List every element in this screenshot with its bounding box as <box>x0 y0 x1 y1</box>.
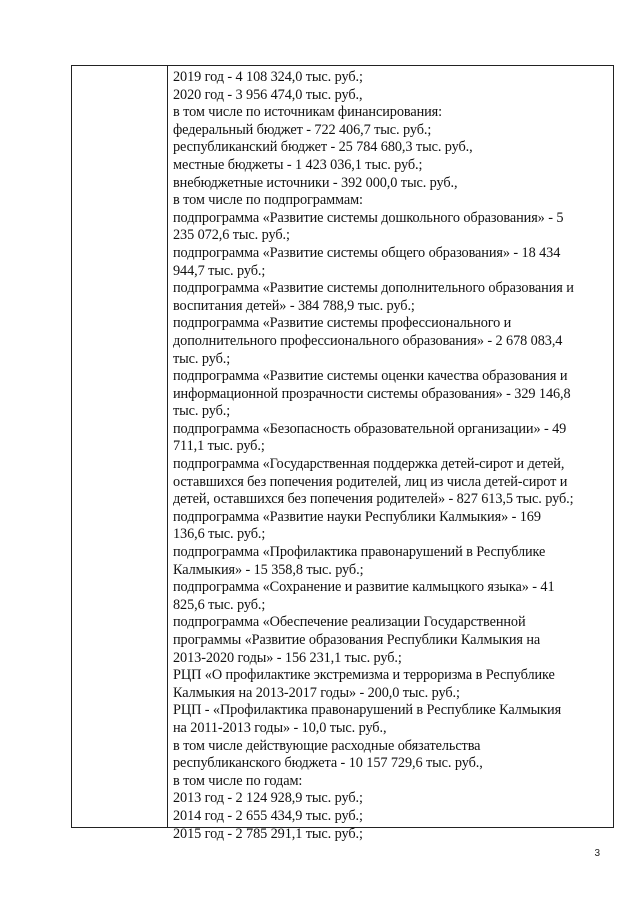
text-line: федеральный бюджет - 722 406,7 тыс. руб.; <box>173 121 432 138</box>
text-line: 944,7 тыс. руб.; <box>173 262 266 279</box>
text-line: оставшихся без попечения родителей, лиц из числа детей-сирот и <box>173 473 568 490</box>
text-line: на 2011-2013 годы» - 10,0 тыс. руб., <box>173 719 387 736</box>
text-line: тыс. руб.; <box>173 350 231 367</box>
text-line: подпрограмма «Сохранение и развитие калмыцкого языка» - 41 <box>173 579 555 596</box>
text-line: подпрограмма «Профилактика правонарушений в Республике <box>173 544 546 561</box>
text-line: детей, оставшихся без попечения родителей» - 827 613,5 тыс. руб.; <box>173 491 574 508</box>
text-line: 2013 год - 2 124 928,9 тыс. руб.; <box>173 790 363 807</box>
text-line: республиканский бюджет - 25 784 680,3 тыс. руб., <box>173 139 473 156</box>
text-line: 825,6 тыс. руб.; <box>173 596 266 613</box>
text-line: 711,1 тыс. руб.; <box>173 438 265 455</box>
text-line: информационной прозрачности системы образования» - 329 146,8 <box>173 385 571 402</box>
text-line: 2015 год - 2 785 291,1 тыс. руб.; <box>173 825 363 842</box>
text-line: в том числе по источникам финансирования: <box>173 104 443 121</box>
page-number: 3 <box>594 848 600 859</box>
text-line: 136,6 тыс. руб.; <box>173 526 266 543</box>
text-line: подпрограмма «Развитие системы оценки качества образования и <box>173 368 568 385</box>
text-line: подпрограмма «Безопасность образовательной организации» - 49 <box>173 420 567 437</box>
text-line: подпрограмма «Развитие системы дополнительного образования и <box>173 280 574 297</box>
text-line: подпрограмма «Развитие системы общего образования» - 18 434 <box>173 244 561 261</box>
text-line: программы «Развитие образования Республики Калмыкия на <box>173 632 541 648</box>
text-line: 2020 год - 3 956 474,0 тыс. руб., <box>173 86 363 103</box>
text-line: внебюджетные источники - 392 000,0 тыс. руб., <box>173 174 458 191</box>
financing-text-cell <box>173 69 607 843</box>
text-line: 2019 год - 4 108 324,0 тыс. руб.; <box>173 69 363 85</box>
text-line: в том числе действующие расходные обязательства <box>173 737 481 754</box>
text-line: 235 072,6 тыс. руб.; <box>173 227 290 244</box>
text-line: РЦП «О профилактике экстремизма и терроризма в Республике <box>173 667 555 684</box>
text-line: подпрограмма «Обеспечение реализации Государственной <box>173 614 526 631</box>
text-line: республиканского бюджета - 10 157 729,6 тыс. руб., <box>173 755 483 772</box>
text-line: Калмыкия» - 15 358,8 тыс. руб.; <box>173 561 364 578</box>
column-divider <box>167 66 168 827</box>
text-line: тыс. руб.; <box>173 403 231 420</box>
text-line: подпрограмма «Развитие системы профессионального и <box>173 315 512 332</box>
text-line: подпрограмма «Государственная поддержка детей-сирот и детей, <box>173 456 565 473</box>
text-line: местные бюджеты - 1 423 036,1 тыс. руб.; <box>173 156 423 173</box>
text-line: в том числе по подпрограммам: <box>173 192 363 209</box>
text-line: Калмыкия на 2013-2017 годы» - 200,0 тыс. руб.; <box>173 684 460 701</box>
text-line: подпрограмма «Развитие науки Республики Калмыкия» - 169 <box>173 508 541 525</box>
text-line: в том числе по годам: <box>173 772 303 789</box>
text-line: дополнительного профессионального образования» - 2 678 083,4 <box>173 332 563 349</box>
text-line: 2014 год - 2 655 434,9 тыс. руб.; <box>173 807 363 824</box>
text-line: воспитания детей» - 384 788,9 тыс. руб.; <box>173 297 415 314</box>
text-line: РЦП - «Профилактика правонарушений в Республике Калмыкия <box>173 702 562 719</box>
table-frame <box>71 65 614 842</box>
text-line: 2013-2020 годы» - 156 231,1 тыс. руб.; <box>173 649 402 666</box>
text-line: подпрограмма «Развитие системы дошкольного образования» - 5 <box>173 209 564 226</box>
